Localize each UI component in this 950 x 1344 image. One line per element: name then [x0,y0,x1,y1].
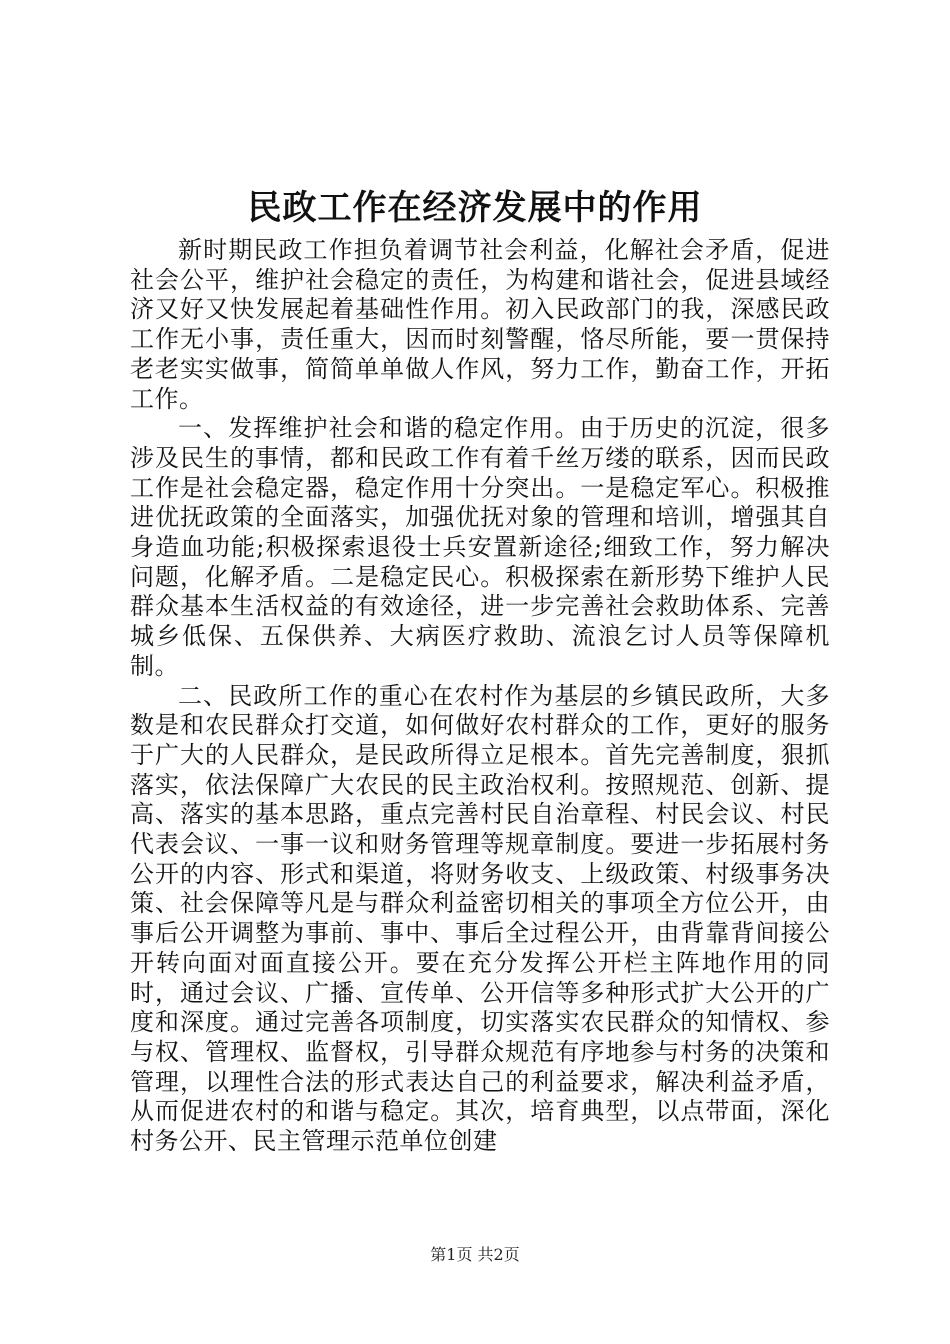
document-body [130,236,830,1157]
page-number-footer: 第1页 共2页 [430,1245,520,1264]
document-title: 民政工作在经济发展中的作用 [247,188,703,228]
paragraph-section-one: 一、发挥维护社会和谐的稳定作用。由于历史的沉淀，很多涉及民生的事情，都和民政工作有着千丝万缕的联系，因而民政工作是社会稳定器，稳定作用十分突出。一是稳定军心。积极推进优抚政策的全面落实，加强优抚对象的管理和培训，增强其自身造血功能;积极探索退役士兵安置新途径;细致工作，努力解决问题，化解矛盾。二是稳定民心。积极探索在新形势下维护人民群众基本生活权益的有效途径，进一步完善社会救助体系、完善城乡低保、五保供养、大病医疗救助、流浪乞讨人员等保障机制。 [130,414,830,680]
paragraph-section-two: 二、民政所工作的重心在农村作为基层的乡镇民政所，大多数是和农民群众打交道，如何做好农村群众的工作，更好的服务于广大的人民群众，是民政所得立足根本。首先完善制度，狠抓落实，依法保障广大农民的民主政治权利。按照规范、创新、提高、落实的基本思路，重点完善村民自治章程、村民会议、村民代表会议、一事一议和财务管理等规章制度。要进一步拓展村务公开的内容、形式和渠道，将财务收支、上级政策、村级事务决策、社会保障等凡是与群众利益密切相关的事项全方位公开，由事后公开调整为事前、事中、事后全过程公开，由背靠背间接公开转向面对面直接公开。要在充分发挥公开栏主阵地作用的同时，通过会议、广播、宣传单、公开信等多种形式扩大公开的广度和深度。通过完善各项制度，切实落实农民群众的知情权、参与权、管理权、监督权，引导群众规范有序地参与村务的决策和管理，以理性合法的形式表达自己的利益要求，解决利益矛盾，从而促进农村的和谐与稳定。其次，培育典型，以点带面，深化村务公开、民主管理示范单位创建 [130,681,830,1156]
paragraph-intro: 新时期民政工作担负着调节社会利益，化解社会矛盾，促进社会公平，维护社会稳定的责任，为构建和谐社会，促进县域经济又好又快发展起着基础性作用。初入民政部门的我，深感民政工作无小事，责任重大，因而时刻警醒，恪尽所能，要一贯保持老老实实做事，简简单单做人作风，努力工作，勤奋工作，开拓工作。 [130,236,830,413]
